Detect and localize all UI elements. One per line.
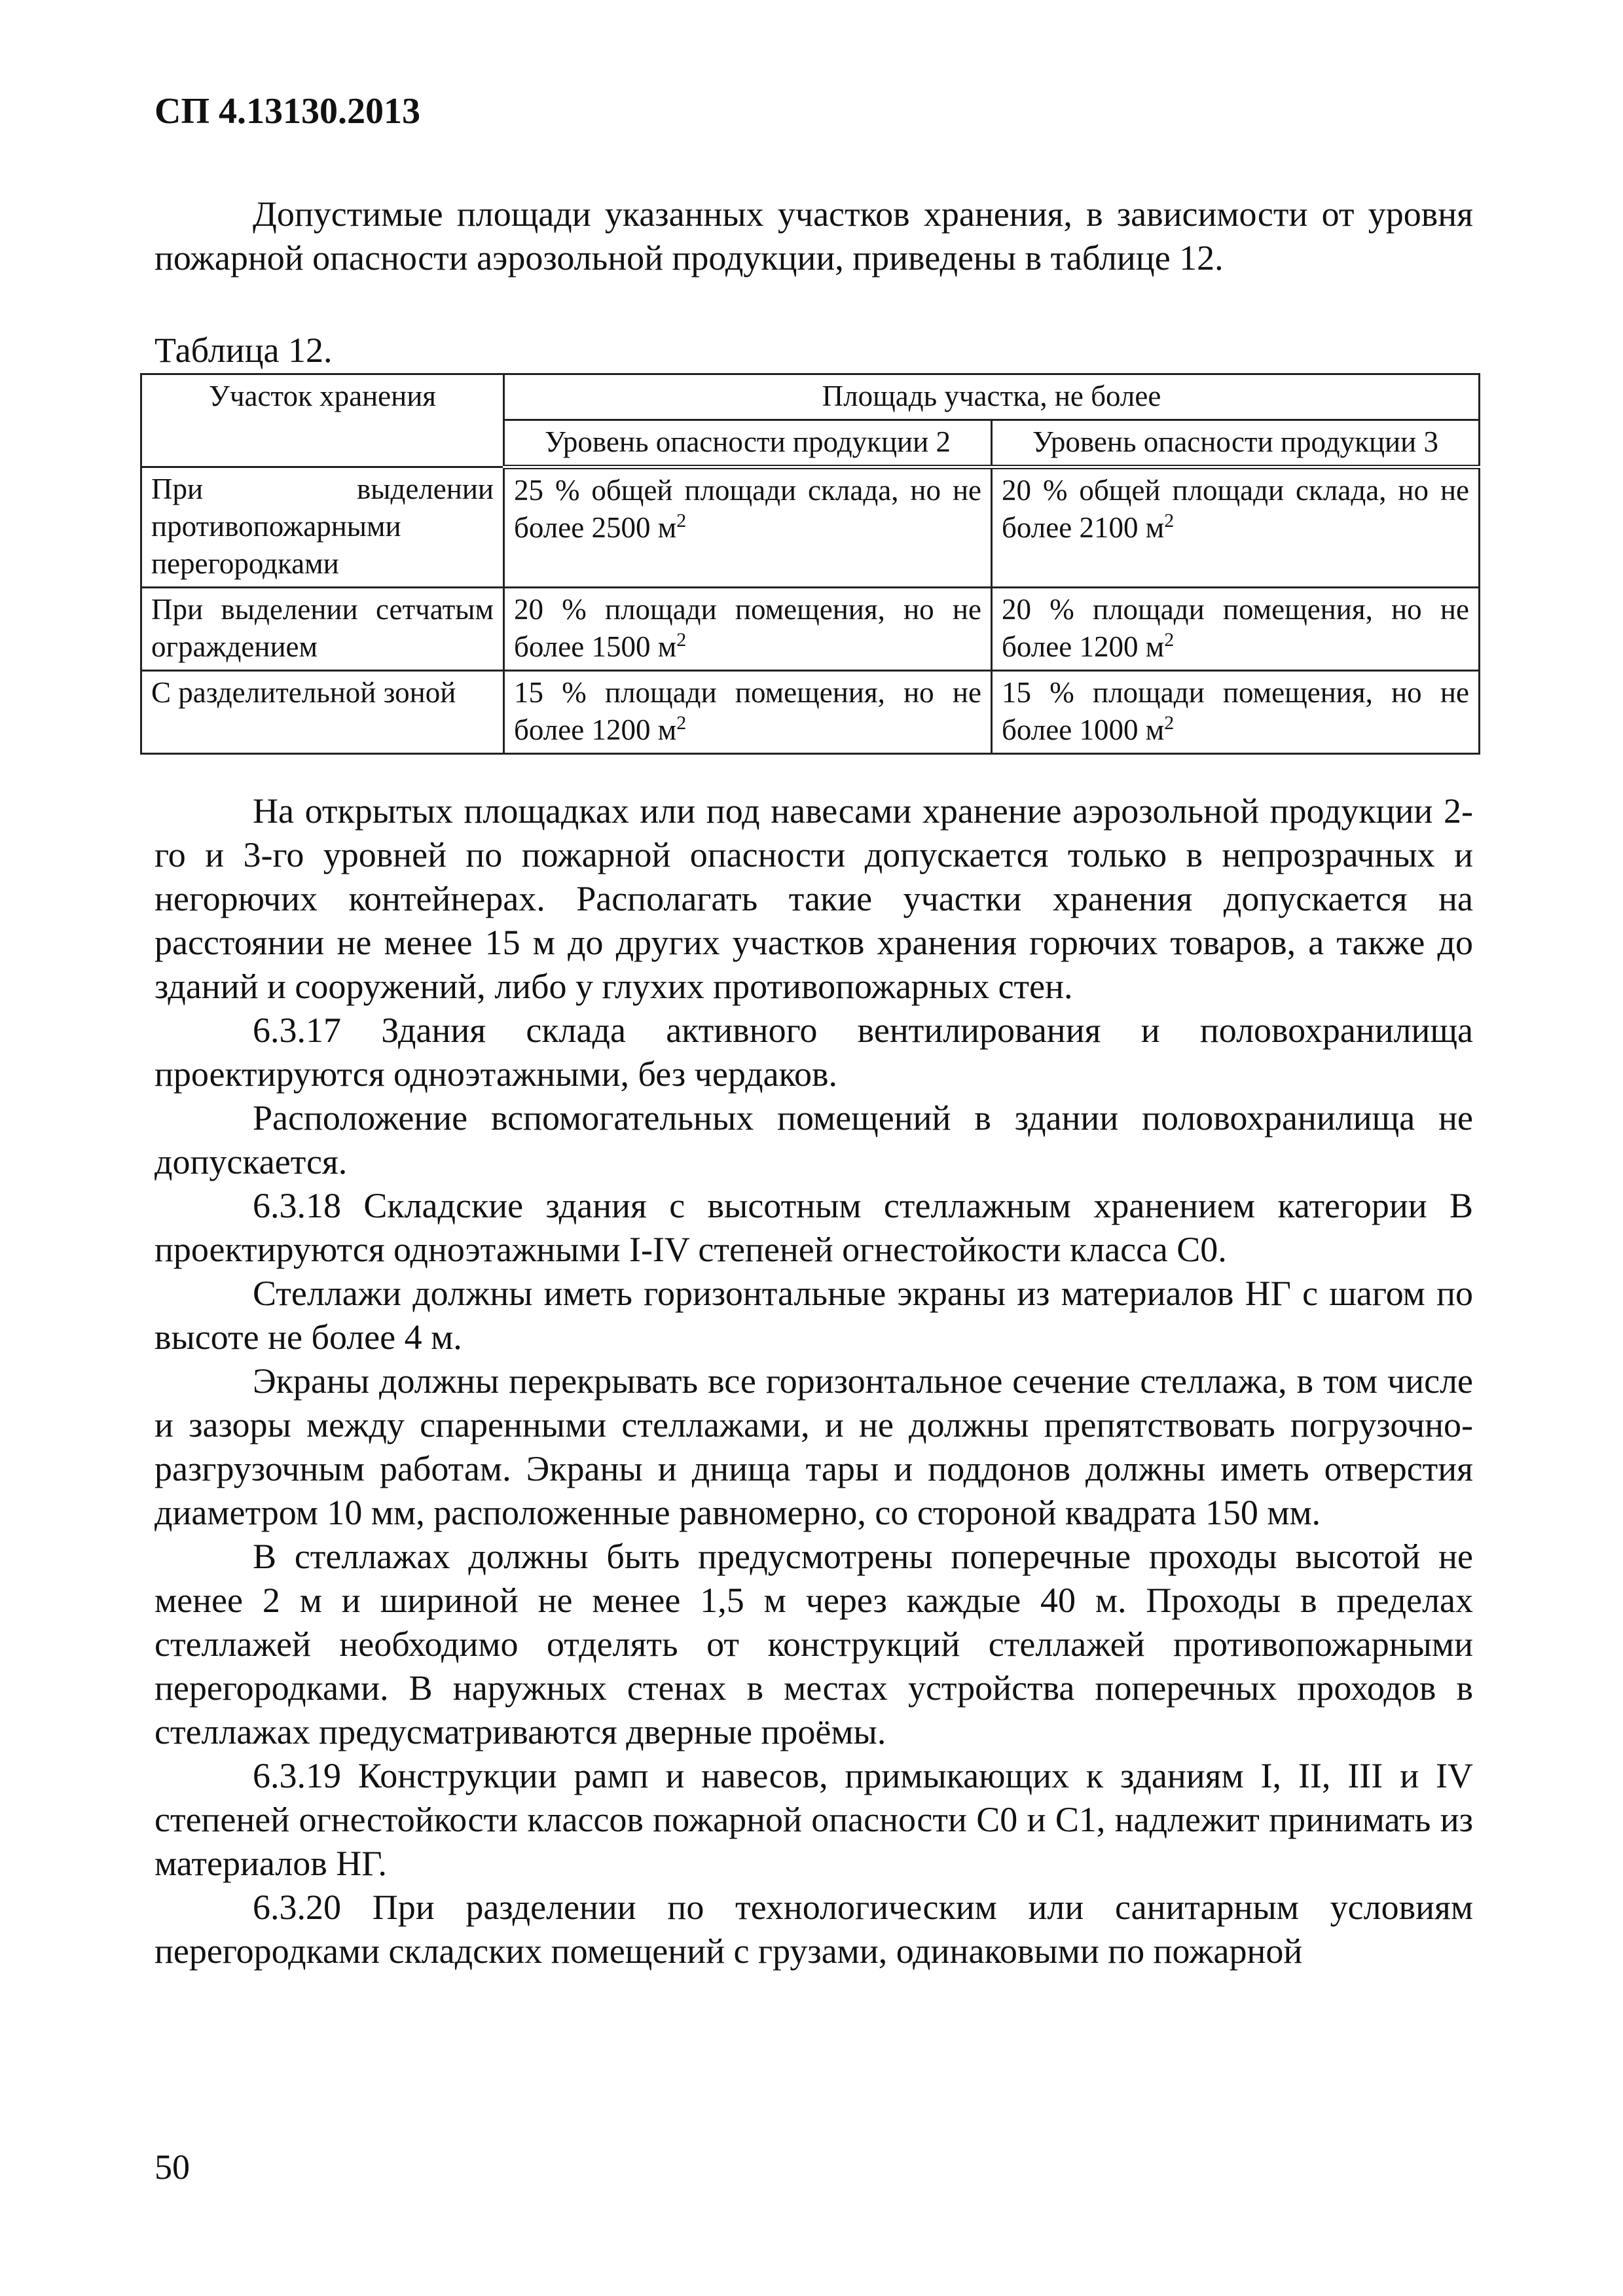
- header-max-area: Площадь участка, не более: [504, 374, 1480, 420]
- storage-area-table: [140, 373, 1480, 755]
- table-caption: Таблица 12.: [155, 331, 333, 370]
- paragraph: 6.3.18 Складские здания с высотным стеллажным хранением категории В проектируются одноэтажными I-IV степеней огнестойкости класса С0.: [155, 1186, 1473, 1269]
- cell-level2: [504, 588, 992, 671]
- paragraph: Экраны должны перекрывать все горизонтальное сечение стеллажа, в том числе и зазоры между спаренными стеллажами, и не должны препятствовать погрузочно-разгрузочным работам. Экраны и днища тары и поддонов должны иметь отверстия диаметром 10 мм, расположенные равномерно, со стороной квадрата 150 мм.: [155, 1361, 1473, 1532]
- cell-level3-text: 20 % общей площади склада, но не более 2100 м: [1002, 474, 1469, 544]
- unit-superscript: 2: [676, 629, 687, 651]
- header-storage-site: Участок хранения: [141, 374, 504, 467]
- paragraph: 6.3.17 Здания склада активного вентилирования и половохранилища проектируются одноэтажными, без чердаков.: [155, 1011, 1473, 1094]
- body-text: [155, 789, 1473, 1973]
- cell-level2-text: 15 % площади помещения, но не более 1200 м: [514, 676, 981, 746]
- table-header-row: [141, 374, 1480, 420]
- unit-superscript: 2: [1164, 712, 1175, 734]
- cell-site: [141, 467, 504, 588]
- cell-site-text: При выделении противопожарными перегородками: [151, 473, 494, 580]
- table-row: [141, 671, 1480, 754]
- table-row: [141, 467, 1480, 588]
- document-code: СП 4.13130.2013: [155, 91, 420, 132]
- paragraph: На открытых площадках или под навесами хранение аэрозольной продукции 2-го и 3-го уровней по пожарной опасности допускается только в непрозрачных и негорючих контейнерах. Располагать такие участки хранения допускается на расстоянии не менее 15 м до других участков хранения горючих товаров, а также до зданий и сооружений, либо у глухих противопожарных стен.: [155, 791, 1473, 1006]
- cell-level2-text: 25 % общей площади склада, но не более 2500 м: [514, 474, 981, 544]
- unit-superscript: 2: [676, 712, 687, 734]
- cell-level2: [504, 467, 992, 588]
- page-number: 50: [155, 2147, 190, 2187]
- paragraph: Расположение вспомогательных помещений в здании половохранилища не допускается.: [155, 1098, 1473, 1181]
- unit-superscript: 2: [1164, 510, 1175, 531]
- unit-superscript: 2: [676, 510, 687, 531]
- cell-site: [141, 671, 504, 754]
- paragraph: Стеллажи должны иметь горизонтальные экраны из материалов НГ с шагом по высоте не более 4 м.: [155, 1274, 1473, 1357]
- header-hazard-level-2: Уровень опасности продукции 2: [504, 420, 992, 467]
- cell-level3: [992, 671, 1480, 754]
- paragraph: В стеллажах должны быть предусмотрены поперечные проходы высотой не менее 2 м и шириной не менее 1,5 м через каждые 40 м. Проходы в пределах стеллажей необходимо отделять от конструкций стеллажей противопожарными перегородками. В наружных стенах в местах устройства поперечных проходов в стеллажах предусматриваются дверные проёмы.: [155, 1537, 1473, 1751]
- cell-site-text: С разделительной зоной: [151, 676, 456, 709]
- cell-level3-text: 20 % площади помещения, но не более 1200 м: [1002, 593, 1469, 663]
- unit-superscript: 2: [1164, 629, 1175, 651]
- cell-level2: [504, 671, 992, 754]
- cell-level3: [992, 467, 1480, 588]
- paragraph: 6.3.20 При разделении по технологическим или санитарным условиям перегородками складских помещений с грузами, одинаковыми по пожарной: [155, 1888, 1473, 1971]
- cell-level2-text: 20 % площади помещения, но не более 1500 м: [514, 593, 981, 663]
- paragraph: 6.3.19 Конструкции рамп и навесов, примыкающих к зданиям I, II, III и IV степеней огнестойкости классов пожарной опасности С0 и С1, надлежит принимать из материалов НГ.: [155, 1756, 1473, 1883]
- header-hazard-level-3: Уровень опасности продукции 3: [992, 420, 1480, 467]
- cell-level3-text: 15 % площади помещения, но не более 1000 м: [1002, 676, 1469, 746]
- table-row: [141, 588, 1480, 671]
- cell-site: [141, 588, 504, 671]
- intro-paragraph: [155, 192, 1473, 280]
- cell-site-text: При выделении сетчатым ограждением: [151, 593, 494, 663]
- cell-level3: [992, 588, 1480, 671]
- paragraph: Допустимые площади указанных участков хранения, в зависимости от уровня пожарной опасности аэрозольной продукции, приведены в таблице 12.: [155, 194, 1473, 278]
